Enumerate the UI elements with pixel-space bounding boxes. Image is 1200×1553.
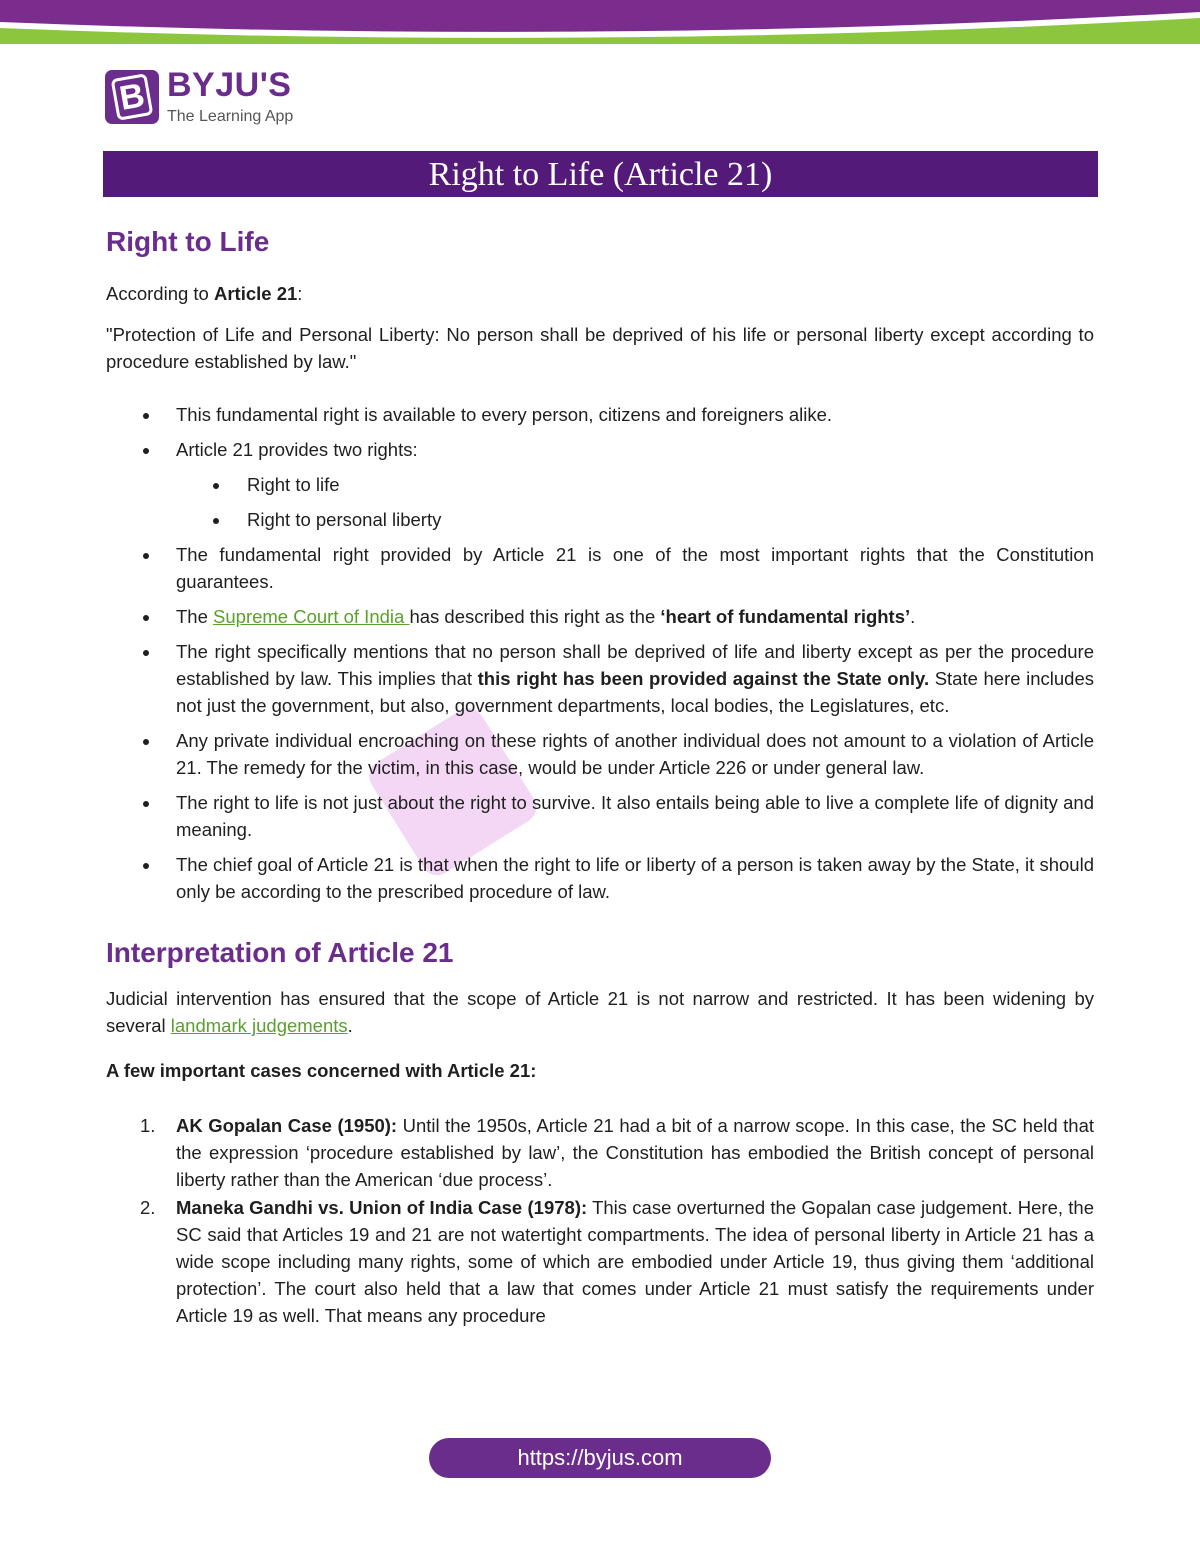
case-number: 2. bbox=[140, 1197, 156, 1218]
logo-name: BYJU'S bbox=[167, 66, 292, 104]
supreme-court-link[interactable]: Supreme Court of India bbox=[213, 606, 410, 627]
list-item: The right specifically mentions that no person shall be deprived of life and liberty except as per the procedure established by law. This implies that this right has been provided against the State only. State here includes not just the government, but also, government departments, local bodies, the Legislatures, etc. bbox=[106, 638, 1094, 719]
case-item: 1. AK Gopalan Case (1950): Until the 1950s, Article 21 had a bit of a narrow scope. In this case, the SC held that the expression ‘procedure established by law’, the Constitution has embodied the British concept of personal liberty rather than the American ‘due process’. bbox=[106, 1112, 1094, 1193]
list-item: Any private individual encroaching on these rights of another individual does not amount to a violation of Article 21. The remedy for the victim, in this case, would be under Article 226 or under general law. bbox=[106, 727, 1094, 781]
interpretation-paragraph: Judicial intervention has ensured that the scope of Article 21 is not narrow and restricted. It has been widening by several landmark judgements. bbox=[106, 988, 1094, 1036]
landmark-judgements-link[interactable]: landmark judgements bbox=[170, 1015, 348, 1036]
list-item: Article 21 provides two rights: Right to life Right to personal liberty bbox=[106, 436, 1094, 533]
page-title: Right to Life (Article 21) bbox=[103, 151, 1098, 197]
list-item: The Supreme Court of India has described this right as the ‘heart of fundamental rights’. bbox=[106, 603, 1094, 630]
right-to-life-bullets bbox=[106, 401, 1094, 905]
logo-letter: B bbox=[111, 73, 154, 121]
logo-icon bbox=[105, 70, 159, 124]
list-item: The right to life is not just about the right to survive. It also entails being able to live a complete life of dignity and meaning. bbox=[106, 789, 1094, 843]
section-heading-right-to-life: Right to Life bbox=[106, 226, 270, 257]
footer-url-link[interactable]: https://byjus.com bbox=[429, 1438, 771, 1478]
cases-heading: A few important cases concerned with Article 21: bbox=[106, 1060, 537, 1081]
byjus-logo bbox=[105, 66, 310, 128]
top-decorative-band bbox=[0, 0, 1200, 44]
logo-tagline: The Learning App bbox=[167, 108, 294, 125]
list-item: The fundamental right provided by Article 21 is one of the most important rights that the Constitution guarantees. bbox=[106, 541, 1094, 595]
sub-list-item: Right to life bbox=[176, 471, 1094, 498]
article-quote: "Protection of Life and Personal Liberty: No person shall be deprived of his life or personal liberty except according to procedure established by law." bbox=[106, 324, 1094, 372]
case-item: 2. Maneka Gandhi vs. Union of India Case (1978): This case overturned the Gopalan case judgement. Here, the SC said that Articles 19 and 21 are not watertight compartments. The idea of personal liberty in Article 21 has a wide scope including many rights, some of which are embodied under Article 19, thus giving them ‘additional protection’. The court also held that a law that comes under Article 21 must satisfy the requirements under Article 19 as well. That means any procedure bbox=[106, 1194, 1094, 1329]
sub-list-item: Right to personal liberty bbox=[176, 506, 1094, 533]
intro-line: According to Article 21: bbox=[106, 283, 303, 304]
cases-list bbox=[106, 1112, 1094, 1329]
sub-list bbox=[176, 471, 1094, 533]
case-number: 1. bbox=[140, 1115, 156, 1136]
list-item: The chief goal of Article 21 is that when the right to life or liberty of a person is taken away by the State, it should only be according to the prescribed procedure of law. bbox=[106, 851, 1094, 905]
document-body bbox=[106, 222, 1094, 1330]
list-item: This fundamental right is available to every person, citizens and foreigners alike. bbox=[106, 401, 1094, 428]
section-heading-interpretation: Interpretation of Article 21 bbox=[106, 937, 454, 968]
